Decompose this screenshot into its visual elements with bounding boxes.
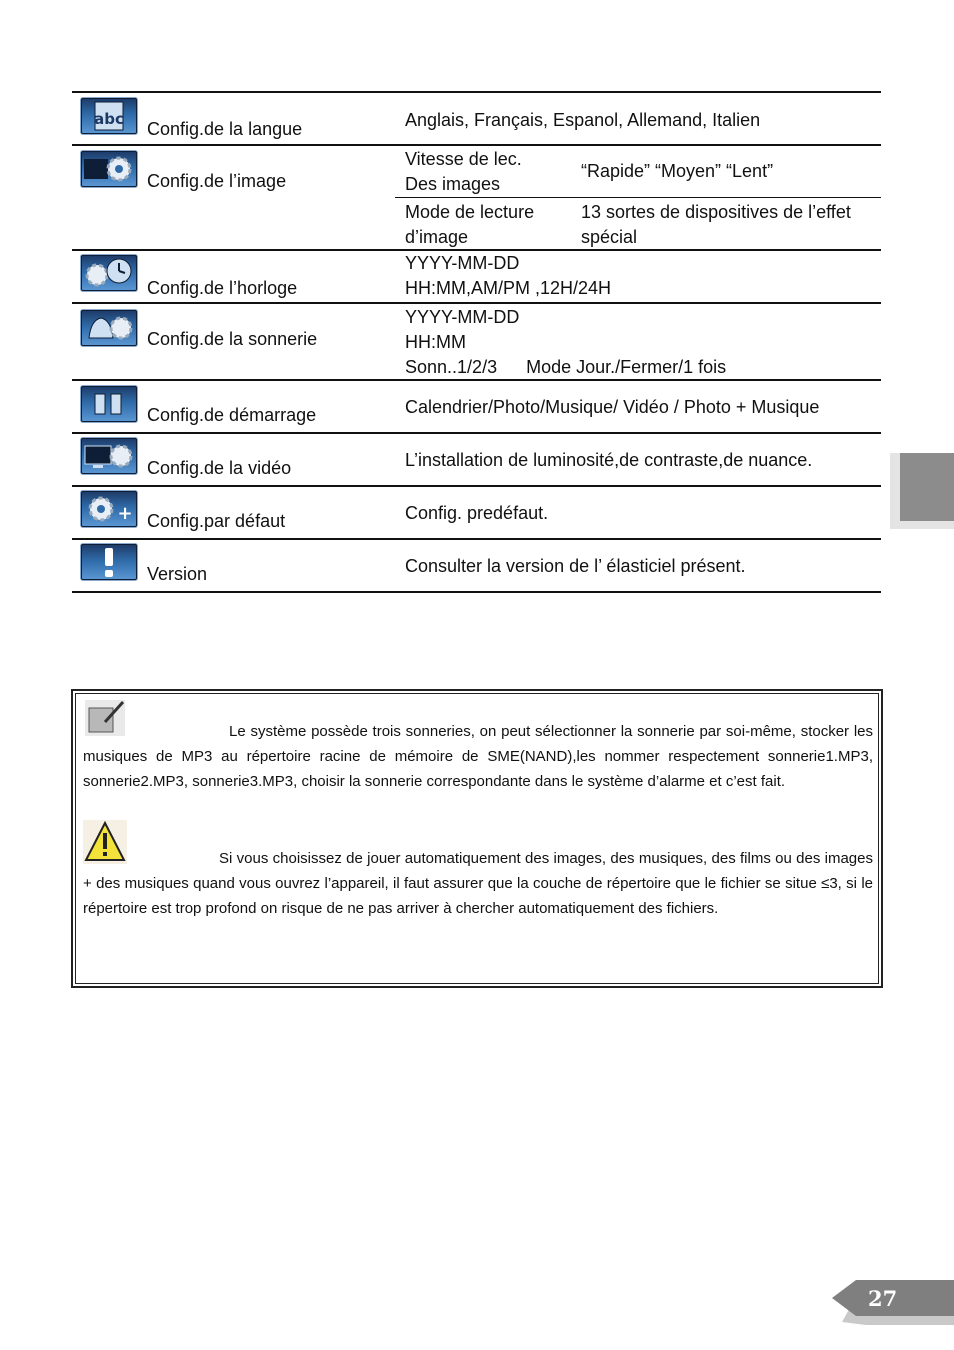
setting-value: Consulter la version de l’ élasticiel présent. bbox=[405, 556, 746, 576]
svg-text:+: + bbox=[117, 503, 133, 524]
setting-label: Config.de la vidéo bbox=[147, 458, 292, 478]
setting-label: Config.de l’horloge bbox=[147, 278, 298, 298]
value-line: HH:MM bbox=[405, 332, 466, 352]
table-row-sonnerie bbox=[72, 304, 881, 381]
setting-value bbox=[405, 305, 726, 380]
setting-label: Config.de démarrage bbox=[147, 405, 317, 425]
sub-label-line: d’image bbox=[405, 227, 469, 247]
svg-text:abc: abc bbox=[94, 110, 124, 128]
page-number: 27 bbox=[868, 1286, 898, 1311]
default-gear-icon bbox=[81, 491, 137, 527]
clock-gear-icon bbox=[81, 255, 137, 291]
setting-value: Calendrier/Photo/Musique/ Vidéo / Photo + Musique bbox=[405, 397, 820, 417]
note-paragraph: Le système possède trois sonneries, on peut sélectionner la sonnerie par soi-même, stocker les musiques de MP3 au répertoire racine de mémoire de SME(NAND),les nommer respectement sonnerie1.MP3, sonnerie2.MP3, sonnerie3.MP3, choisir la sonnerie correspondante dans le système d’alarme et c’est fait. bbox=[83, 723, 873, 790]
ring-choice: Sonn..1/2/3 bbox=[405, 357, 498, 377]
side-tab-marker bbox=[900, 453, 954, 521]
setting-label: Config.par défaut bbox=[147, 511, 286, 531]
warning-paragraph: Si vous choisissez de jouer automatiquement des images, des musiques, des films ou des images + des musiques quand vous ouvrez l’appareil, il faut assurer que la couche de répertoire que le fichier se situe ≤3, si le répertoire est trop profond on risque de ne pas arriver à chercher automatiquement des fichiers. bbox=[83, 850, 873, 917]
value-line: YYYY-MM-DD bbox=[405, 307, 520, 327]
abc-language-icon bbox=[81, 98, 137, 134]
setting-label: Config.de la langue bbox=[147, 119, 303, 139]
value-line: spécial bbox=[581, 227, 638, 247]
setting-value: “Rapide” “Moyen” “Lent” bbox=[581, 161, 774, 181]
value-line: 13 sortes de dispositives de l’effet bbox=[581, 202, 851, 222]
setting-value: L’installation de luminosité,de contraste,de nuance. bbox=[405, 450, 813, 470]
image-gear-icon bbox=[81, 151, 137, 187]
table-row-video bbox=[72, 434, 881, 487]
value-line: HH:MM,AM/PM ,12H/24H bbox=[405, 278, 612, 298]
exclamation-version-icon bbox=[81, 544, 137, 580]
startup-icon bbox=[81, 386, 137, 422]
setting-label: Config.de la sonnerie bbox=[147, 329, 318, 349]
setting-value: Anglais, Français, Espanol, Allemand, Italien bbox=[405, 110, 761, 130]
video-gear-icon bbox=[81, 438, 137, 474]
side-tab bbox=[890, 453, 954, 529]
setting-value bbox=[581, 200, 851, 250]
table-row-version bbox=[72, 540, 881, 593]
setting-value bbox=[405, 251, 611, 301]
notes-box bbox=[71, 689, 883, 988]
setting-label: Version bbox=[147, 564, 208, 584]
sub-row-divider bbox=[395, 197, 881, 198]
setting-sub-label bbox=[405, 147, 522, 197]
settings-table bbox=[72, 91, 881, 593]
bell-gear-icon bbox=[81, 310, 137, 346]
table-row-image bbox=[72, 146, 881, 251]
sub-label-line: Vitesse de lec. bbox=[405, 149, 522, 169]
table-row-demarrage bbox=[72, 381, 881, 434]
value-line bbox=[405, 355, 726, 380]
value-line: YYYY-MM-DD bbox=[405, 253, 520, 273]
setting-sub-label bbox=[405, 200, 534, 250]
sub-label-line: Mode de lecture bbox=[405, 202, 535, 222]
table-row-langue bbox=[72, 93, 881, 146]
setting-value: Config. predéfaut. bbox=[405, 503, 549, 523]
table-row-horloge bbox=[72, 251, 881, 304]
ring-mode: Mode Jour./Fermer/1 fois bbox=[526, 357, 727, 377]
table-row-defaut bbox=[72, 487, 881, 540]
sub-label-line: Des images bbox=[405, 174, 501, 194]
setting-label: Config.de l’image bbox=[147, 171, 287, 191]
